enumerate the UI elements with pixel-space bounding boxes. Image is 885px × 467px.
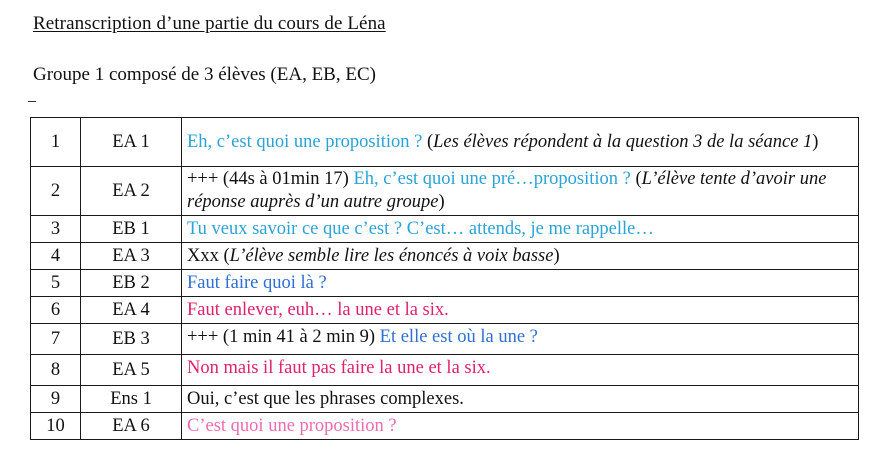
- table-row: [31, 413, 859, 440]
- speaker-code: EB 3: [81, 324, 182, 355]
- table-row: [31, 270, 859, 297]
- turn-number: 3: [31, 216, 81, 243]
- table-row: [31, 216, 859, 243]
- utterance-segment: Tu veux savoir ce que c’est ? C’est… attends, je me rappelle…: [187, 218, 654, 239]
- utterance: [182, 216, 859, 243]
- utterance: [182, 413, 859, 440]
- turn-number: 10: [31, 413, 81, 440]
- utterance: [182, 167, 859, 216]
- utterance-segment: (: [635, 169, 642, 189]
- transcript-body: [31, 118, 859, 440]
- speaker-code: EA 6: [81, 413, 182, 440]
- speaker-code: EA 5: [81, 355, 182, 386]
- speaker-code: EA 1: [81, 118, 182, 167]
- utterance-segment: Xxx (: [187, 245, 230, 266]
- table-row: [31, 167, 859, 216]
- document-title: Retranscription d’une partie du cours de Léna: [33, 13, 386, 34]
- utterance-segment: Faut enlever, euh… la une et la six.: [187, 299, 449, 320]
- speaker-code: EB 1: [81, 216, 182, 243]
- utterance-segment: (: [426, 131, 434, 152]
- transcript-table: [30, 117, 859, 440]
- utterance: [182, 118, 859, 167]
- utterance-segment: C’est quoi une proposition ?: [187, 415, 397, 436]
- turn-number: 4: [31, 243, 81, 270]
- utterance-segment: Faut faire quoi là ?: [187, 272, 327, 293]
- speaker-code: EA 3: [81, 243, 182, 270]
- utterance: [182, 243, 859, 270]
- table-row: [31, 118, 859, 167]
- utterance-segment: ): [438, 192, 445, 212]
- turn-number: 9: [31, 386, 81, 413]
- speaker-code: EA 4: [81, 297, 182, 324]
- utterance: [182, 324, 859, 355]
- utterance-segment: ): [812, 131, 819, 152]
- utterance-segment: Et elle est où la une ?: [379, 326, 538, 347]
- utterance-segment: Non mais il faut pas faire la une et la six.: [187, 357, 491, 378]
- speaker-code: EA 2: [81, 167, 182, 216]
- table-row: [31, 324, 859, 355]
- turn-number: 6: [31, 297, 81, 324]
- speaker-code: Ens 1: [81, 386, 182, 413]
- utterance-segment: +++ (1 min 41 à 2 min 9): [187, 326, 380, 347]
- utterance-segment: ): [553, 245, 560, 266]
- utterance-segment: Eh, c’est quoi une pré…proposition ?: [353, 169, 636, 189]
- stray-dash: [28, 101, 36, 102]
- utterance-segment: Oui, c’est que les phrases complexes.: [187, 388, 464, 409]
- turn-number: 5: [31, 270, 81, 297]
- turn-number: 1: [31, 118, 81, 167]
- table-row: [31, 243, 859, 270]
- utterance: [182, 355, 859, 386]
- utterance-segment: +++ (44s à 01min 17): [187, 169, 354, 189]
- stage-direction: L’élève tente d’avoir une réponse auprès d’un autre groupe: [187, 169, 827, 212]
- utterance-segment: Eh, c’est quoi une proposition ?: [187, 131, 427, 152]
- turn-number: 2: [31, 167, 81, 216]
- utterance: [182, 386, 859, 413]
- speaker-code: EB 2: [81, 270, 182, 297]
- utterance: [182, 270, 859, 297]
- stage-direction: Les élèves répondent à la question 3 de la séance 1: [433, 131, 813, 152]
- table-row: [31, 386, 859, 413]
- group-description: Groupe 1 composé de 3 élèves (EA, EB, EC): [33, 64, 376, 85]
- turn-number: 8: [31, 355, 81, 386]
- turn-number: 7: [31, 324, 81, 355]
- table-row: [31, 297, 859, 324]
- stage-direction: L’élève semble lire les énoncés à voix basse: [229, 245, 554, 266]
- table-row: [31, 355, 859, 386]
- utterance: [182, 297, 859, 324]
